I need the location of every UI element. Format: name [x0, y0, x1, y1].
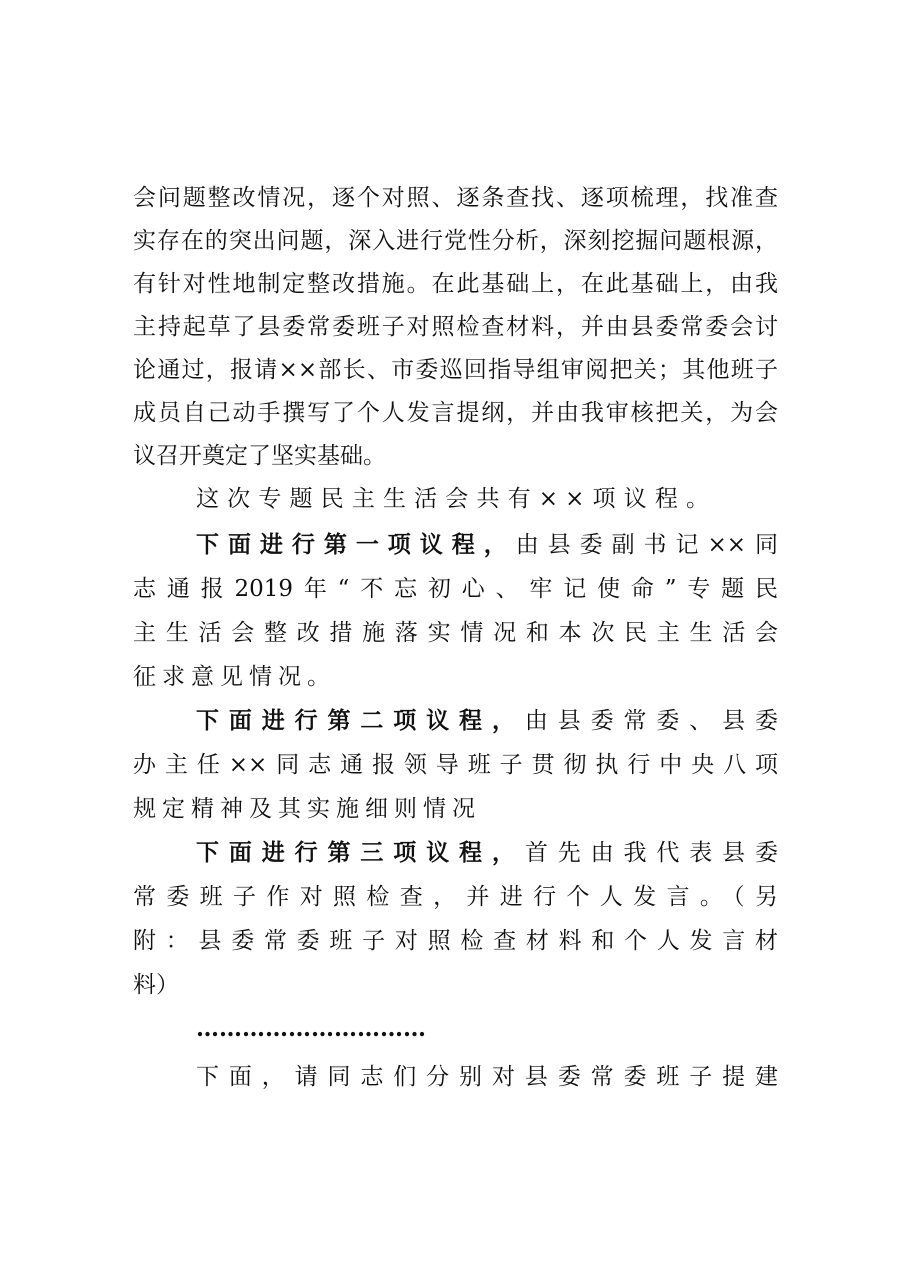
agenda-item-3-lead: 首先由我代表县委 — [524, 840, 779, 866]
text-line: 主持起草了县委常委班子对照检查材料，并由县委常委会讨 — [133, 314, 778, 340]
agenda-item-1-heading: 下面进行第一项议程， — [196, 532, 516, 558]
agenda-item-2-heading: 下面进行第二项议程， — [196, 708, 525, 734]
text-line: 实存在的突出问题，深入进行党性分析，深刻挖掘问题根源， — [133, 228, 778, 254]
text-line: 办主任××同志通报领导班子贯彻执行中央八项 — [133, 752, 778, 778]
agenda-item-1-first-line — [196, 530, 778, 560]
ellipsis-line: ………………………… — [196, 1015, 426, 1042]
text-line: 志通报2019年“不忘初心、牢记使命”专题民 — [133, 576, 778, 602]
text-line: 料） — [133, 972, 179, 998]
agenda-item-2-lead: 由县委常委、县委 — [524, 708, 779, 734]
text-line: 成员自己动手撰写了个人发言提纲，并由我审核把关，为会 — [133, 400, 778, 426]
text-line: 规定精神及其实施细则情况 — [133, 796, 481, 822]
text-line: 议召开奠定了坚实基础。 — [133, 443, 386, 469]
text-line: 会问题整改情况，逐个对照、逐条查找、逐项梳理，找准查 — [133, 185, 778, 211]
text-line: 征求意见情况。 — [133, 664, 336, 690]
text-line: 常委班子作对照检查，并进行个人发言。（另 — [133, 884, 778, 910]
text-line: 附：县委常委班子对照检查材料和个人发言材 — [133, 928, 778, 954]
text-line: 主生活会整改措施落实情况和本次民主生活会 — [133, 620, 778, 646]
agenda-count: 这次专题民主生活会共有××项议程。 — [196, 486, 716, 512]
agenda-item-2-first-line — [196, 706, 778, 736]
text-line: 有针对性地制定整改措施。在此基础上，在此基础上，由我 — [133, 271, 778, 297]
agenda-item-1-lead: 由县委副书记××同 — [515, 532, 779, 558]
text-line: 论通过，报请××部长、市委巡回指导组审阅把关；其他班子 — [133, 357, 778, 383]
agenda-item-3-heading: 下面进行第三项议程， — [196, 840, 525, 866]
agenda-item-3-first-line — [196, 838, 778, 868]
text-line: 下面，请同志们分别对县委常委班子提建 — [196, 1064, 778, 1090]
